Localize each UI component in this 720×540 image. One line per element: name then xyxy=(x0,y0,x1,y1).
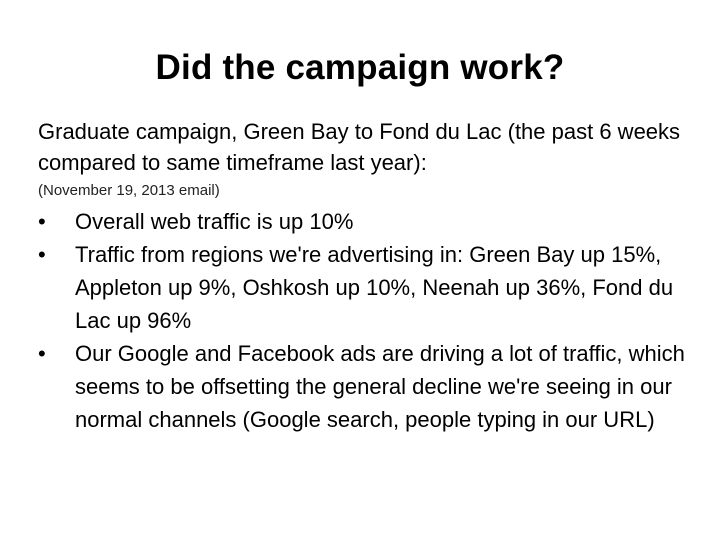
bullet-list xyxy=(38,205,690,436)
bullet-icon: • xyxy=(38,341,46,366)
bullet-icon: • xyxy=(38,242,46,267)
bullet-text: Our Google and Facebook ads are driving a lot of traffic, which seems to be offsetting the general decline we're seeing in our normal channels (Google search, people typing in our URL) xyxy=(75,341,685,432)
bullet-item-regional-traffic xyxy=(38,238,690,337)
bullet-text: Traffic from regions we're advertising in: Green Bay up 15%, Appleton up 9%, Oshkosh up 10%, Neenah up 36%, Fond du Lac up 96% xyxy=(75,242,674,333)
intro-text: Graduate campaign, Green Bay to Fond du Lac (the past 6 weeks compared to same timeframe last year): xyxy=(38,119,681,175)
source-note: (November 19, 2013 email) xyxy=(38,182,220,199)
bullet-item-web-traffic xyxy=(38,205,690,238)
slide-title: Did the campaign work? xyxy=(155,48,565,87)
bullet-icon: • xyxy=(38,209,46,234)
slide-body xyxy=(38,116,690,436)
bullet-item-ads xyxy=(38,337,690,436)
bullet-text: Overall web traffic is up 10% xyxy=(75,209,354,234)
